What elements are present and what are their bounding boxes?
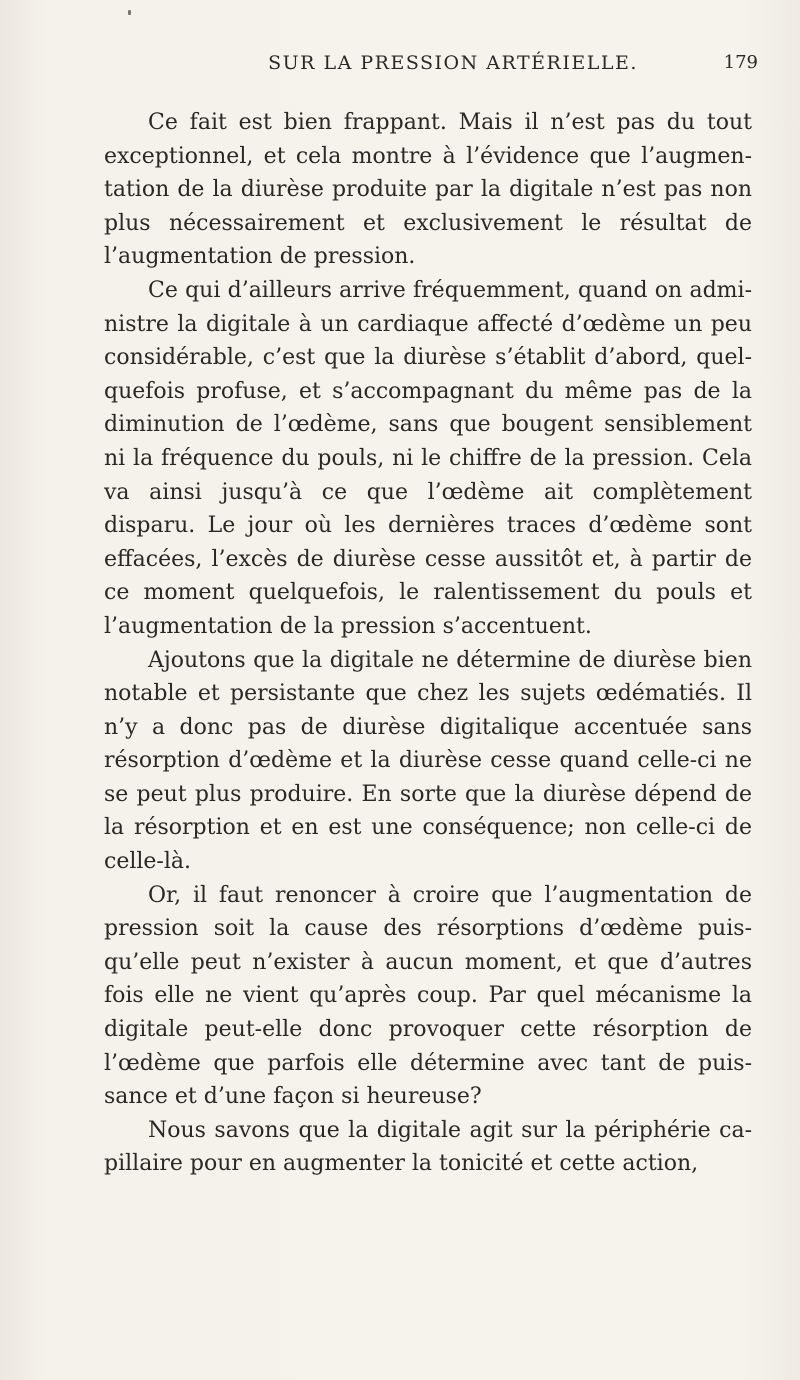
ink-speck bbox=[128, 10, 131, 15]
paragraph-5: Nous savons que la digitale agit sur la périphérie capillaire pour en augmenter la tonicité et cette action, bbox=[104, 1117, 752, 1177]
paragraph-3: Ajoutons que la digitale ne détermine de diurèse bien notable et persistante que chez les sujets œdématiés. Il n’y a donc pas de diurèse digitalique accentuée sans résorption d’œdème et la diurèse cesse quand celle-ci ne se peut plus produire. En sorte que la diurèse dépend de la résorption et en est une conséquence; non celle-ci de celle-là. bbox=[104, 647, 752, 875]
paragraph-1: Ce fait est bien frappant. Mais il n’est pas du tout exceptionnel, et cela montre à l’évidence que l’augmentation de la diurèse produite par la digitale n’est pas non plus nécessairement et exclusivement le résultat de l’augmentation de pression. bbox=[104, 110, 752, 270]
body-text bbox=[104, 106, 752, 1181]
running-head bbox=[118, 52, 758, 82]
page-number: 179 bbox=[723, 52, 758, 73]
paragraph-4: Or, il faut renoncer à croire que l’augmentation de pression soit la cause des résorptions d’œdème puisqu’elle peut n’exister à aucun moment, et que d’autres fois elle ne vient qu’après coup. Par quel mécanisme la digitale peut-elle donc provoquer cette résorption de l’œdème que parfois elle détermine avec tant de puissance et d’une façon si heureuse? bbox=[104, 882, 752, 1110]
paragraph-2: Ce qui d’ailleurs arrive fréquemment, quand on administre la digitale à un cardiaque affecté d’œdème un peu considérable, c’est que la diurèse s’établit d’abord, quelquefois profuse, et s’accompagnant du même pas de la diminution de l’œdème, sans que bougent sensiblement ni la fréquence du pouls, ni le chiffre de la pression. Cela va ainsi jusqu’à ce que l’œdème ait complètement disparu. Le jour où les dernières traces d’œdème sont effacées, l’excès de diurèse cesse aussitôt et, à partir de ce moment quelquefois, le ralentissement du pouls et l’augmentation de la pression s’accentuent. bbox=[104, 277, 752, 639]
running-title: SUR LA PRESSION ARTÉRIELLE. bbox=[268, 52, 638, 74]
